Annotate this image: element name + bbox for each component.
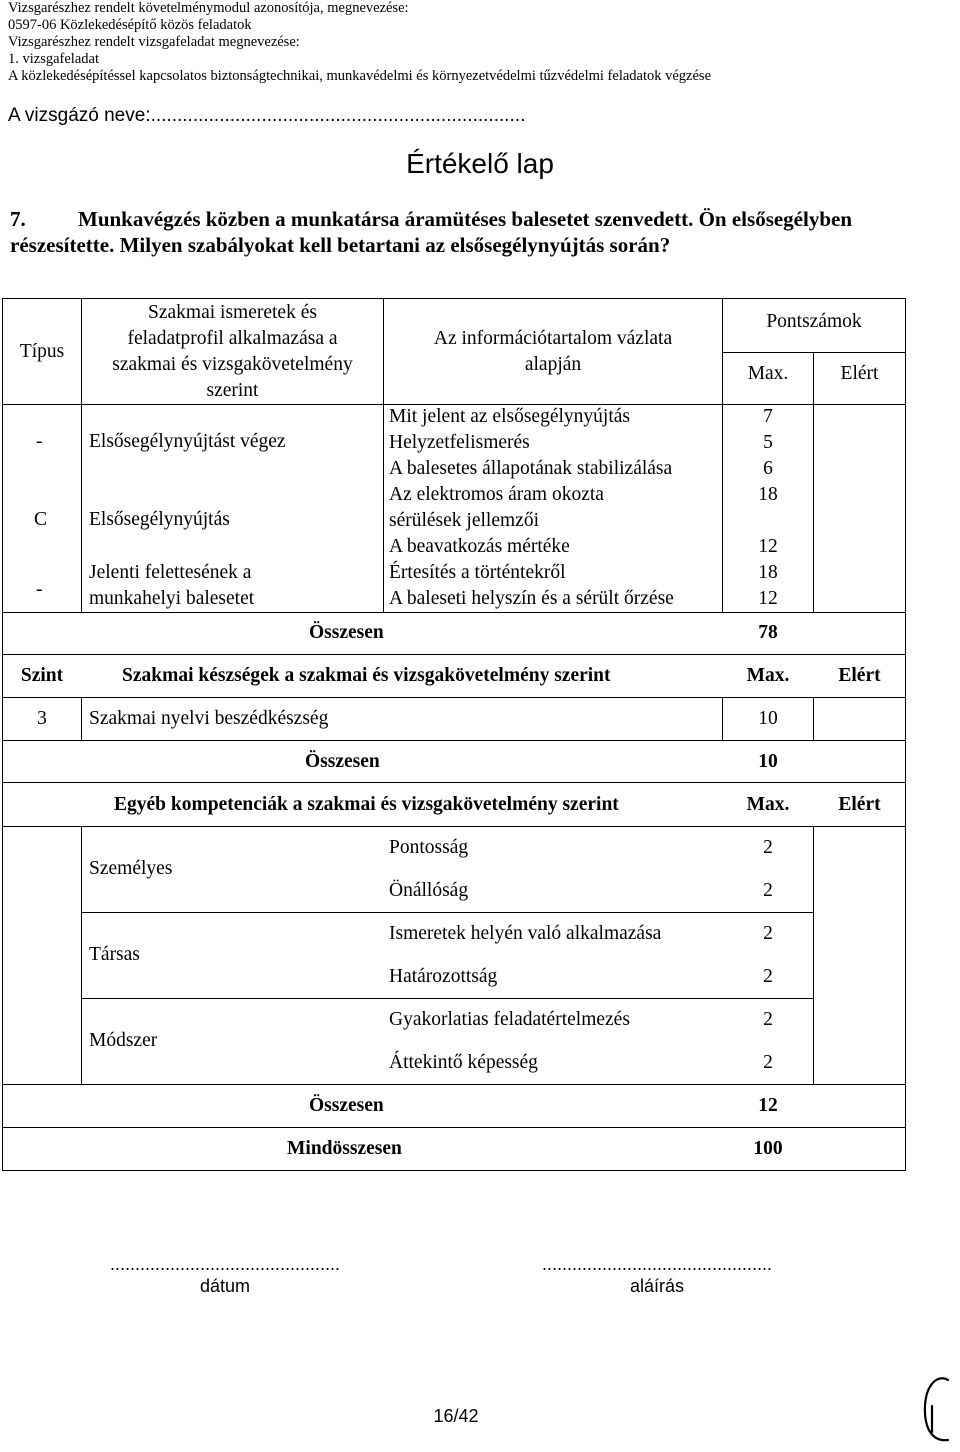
task-line-2: részesítette. Milyen szabályokat kell betartani az elsősegélynyújtás során? [10,233,671,257]
row-1-tipus: - [36,431,43,452]
row-3-skill-line-2: munkahelyi balesetet [89,588,255,609]
header-line-4: 1. vizsgafeladat [8,51,99,67]
info-item-2: Helyzetfelismerés [389,432,530,453]
header-line-3: Vizsgarészhez rendelt vizsgafeladat megnevezése: [8,34,300,50]
info-item-6-max: 18 [758,562,778,583]
group-szemelyes: Személyes [89,858,173,879]
col-header-info-line-2: alapján [524,354,582,375]
header-line-5: A közlekedésépítéssel kapcsolatos biztonságtechnikai, munkavédelmi és környezetvédelmi tűzvédelmi feladatok végzése [8,68,712,84]
info-item-4-line-1: Az elektromos áram okozta [389,484,604,505]
table3-col-elert: Elért [838,794,881,815]
competency-item: Határozottság [389,966,498,987]
header-line-1: Vizsgarészhez rendelt követelménymodul azonosítója, megnevezése: [8,0,409,16]
table2-row-max: 10 [758,708,778,729]
task-number: 7. [10,207,26,231]
date-line: .............................................. [109,1254,341,1274]
info-item-6: Értesítés a történtekről [389,562,566,583]
table3-total-label: Összesen [309,1095,384,1116]
table2-total-max: 10 [758,751,778,772]
group-tarsas: Társas [89,944,140,965]
table3-total-max: 12 [758,1095,778,1116]
competency-max: 2 [763,966,773,987]
col-header-tipus: Típus [19,341,65,362]
page-number: 16/42 [433,1406,479,1426]
competency-item: Ismeretek helyén való alkalmazása [389,923,662,944]
grand-total-label: Mindösszesen [287,1138,402,1159]
page-title: Értékelő lap [406,148,554,179]
table2-row-label: Szakmai nyelvi beszédkészség [89,708,329,729]
table2-col-szint: Szint [20,665,64,686]
signature-label: aláírás [629,1276,685,1296]
competency-item: Önállóság [389,880,469,901]
task-line-1: Munkavégzés közben a munkatársa áramütéses balesetet szenvedett. Ön elsősegélyben [78,207,853,231]
competency-max: 2 [763,1052,773,1073]
grand-total-max: 100 [753,1138,783,1159]
info-item-2-max: 5 [763,432,773,453]
competency-max: 2 [763,837,773,858]
row-2-skill: Elsősegélynyújtás [89,509,230,530]
table2-total-label: Összesen [305,751,380,772]
signature-line: .............................................. [541,1254,773,1274]
col-header-skill-line-3: szakmai és vizsgakövetelmény [112,354,353,375]
competency-item: Gyakorlatias feladatértelmezés [389,1009,630,1030]
table2-col-elert: Elért [838,665,881,686]
col-header-elert: Elért [840,363,879,384]
table3-col-label: Egyéb kompetenciák a szakmai és vizsgakövetelmény szerint [114,794,619,815]
group-modszer: Módszer [89,1030,158,1051]
info-item-4-max: 18 [758,484,778,505]
handwritten-mark-icon [918,1372,958,1448]
competency-max: 2 [763,880,773,901]
col-header-skill-line-2: feladatprofil alkalmazása a [127,328,338,349]
info-item-1-max: 7 [763,406,773,427]
info-item-7-max: 12 [758,588,778,609]
competency-max: 2 [763,1009,773,1030]
table2-col-max: Max. [746,665,790,686]
info-item-5: A beavatkozás mértéke [389,536,570,557]
info-item-3: A balesetes állapotának stabilizálása [389,458,673,479]
table1-total-label: Összesen [309,622,384,643]
col-header-skill-line-4: szerint [206,380,259,401]
row-1-skill: Elsősegélynyújtást végez [89,431,286,452]
info-item-5-max: 12 [758,536,778,557]
table2-row-szint: 3 [37,708,47,729]
competency-max: 2 [763,923,773,944]
col-header-max: Max. [747,363,789,384]
task-question [10,206,910,258]
candidate-name-line: A vizsgázó neve:....................................................................... [8,105,526,126]
table2-col-skill: Szakmai készségek a szakmai és vizsgakövetelmény szerint [122,665,611,686]
date-label: dátum [199,1276,251,1296]
table3-col-max: Max. [746,794,790,815]
col-header-info-line-1: Az információtartalom vázlata [433,328,673,349]
row-2-tipus: C [34,509,48,530]
competency-item: Pontosság [389,837,469,858]
info-item-4-line-2: sérülések jellemzői [389,510,539,531]
competency-item: Áttekintő képesség [389,1052,538,1073]
info-item-7: A baleseti helyszín és a sérült őrzése [389,588,674,609]
col-header-skill-line-1: Szakmai ismeretek és [148,302,317,323]
info-item-1: Mit jelent az elsősegélynyújtás [389,406,630,427]
header-line-2: 0597-06 Közlekedésépítő közös feladatok [8,17,252,33]
row-3-tipus: - [36,579,43,600]
col-header-points: Pontszámok [766,311,862,332]
table1-total-max: 78 [758,622,778,643]
row-3-skill-line-1: Jelenti felettesének a [89,562,252,583]
info-item-3-max: 6 [763,458,773,479]
